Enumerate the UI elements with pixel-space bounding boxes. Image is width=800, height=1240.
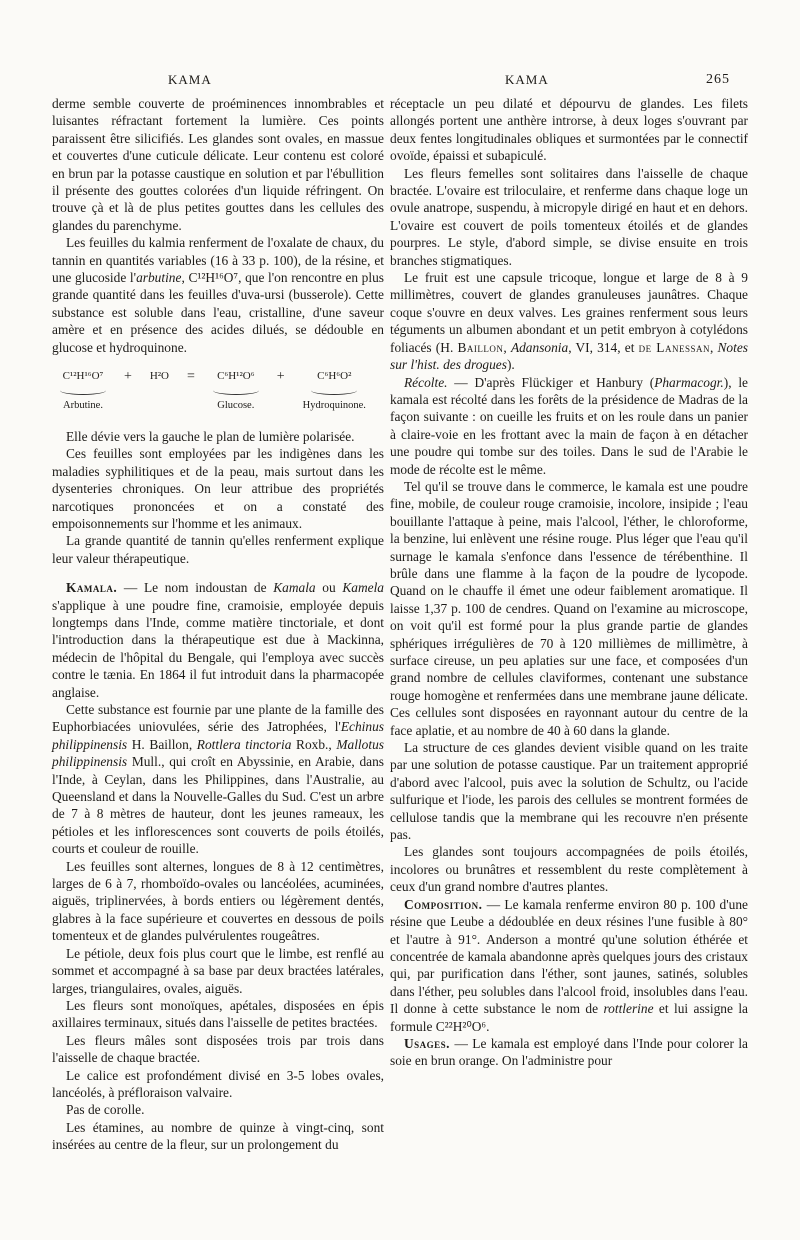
- paragraph: Les fleurs femelles sont solitaires dans l'aisselle de chaque bractée. L'ovaire est triloculaire, et renferme dans chaque loge un ovule anatrope, suspendu, à micropyle dirigé en haut et en dehors. L'ovaire est couvert de poils tomenteux étoilés et de glandes pourpres. Le style, d'abord simple, se divise ensuite en trois branches stigmatiques.: [390, 165, 748, 268]
- paragraph: Les glandes sont toujours accompagnées de poils étoilés, incolores ou brunâtres et ressemblent du reste complètement à ceux d'un grand nombre d'autres plantes.: [390, 844, 748, 895]
- paragraph: derme semble couverte de proéminences innombrables et luisantes réfractant fortement la lumière. Ces points paraissent être silicifiés. Les glandes sont ovales, en massue et couvertes d'une cuticule délicate. Leur contenu est coloré en brun par la potasse caustique en solution et par l'ébullition il présente des gouttes colorées d'un liquide réfringent. On trouve çà et là de plus petites gouttes dans les cellules des glandes du parenchyme.: [52, 96, 384, 233]
- formula-term: C¹²H¹⁶O⁷ Arbutine.: [60, 368, 106, 414]
- paragraph: Tel qu'il se trouve dans le commerce, le kamala est une poudre fine, mobile, de couleur rouge cramoisie, incolore, insipide ; l'eau bouillante l'attaque à peine, mais l'alcool, l'éther, le chloroforme, la benzine, lui enlèvent une résine rouge. Plus léger que l'eau qu'il surnage le kamala s'enfonce dans l'essence de térébenthine. Il brûle dans une flamme à la façon de la poudre de lycopode. Quand on le chauffe il émet une odeur faiblement aromatique. Il laisse 1,37 p. 100 de cendres. Quand on l'examine au microscope, on voit qu'il est formé pour la plus grande partie de glandes sphériques irrégulières de 70 à 120 millièmes de millimètre, à surface cireuse, un peu aplaties sur une face, et composées d'un grand nombre de cellules claviformes, contenant une substance rouge homogène et renfermées dans une membrane jaune délicate. Ces cellules sont disposées en rayonnant autour du centre de la face aplatie, et au nombre de 40 à 60 dans la glande.: [390, 478, 748, 738]
- chemical-equation: C¹²H¹⁶O⁷ Arbutine. + H²O = C⁶H¹²O⁶ Glucose. + C⁶H⁶O² Hydroquinone.: [60, 368, 366, 414]
- subsection-heading: Récolte.: [404, 374, 448, 390]
- left-column: [52, 95, 384, 1154]
- paragraph: Les feuilles du kalmia renferment de l'oxalate de chaux, du tannin en quantités variables (16 à 33 p. 100), de la résine, et une glucoside l'arbutine, C¹²H¹⁶O⁷, que l'on rencontre en plus grande quantité dans les feuilles d'uva-ursi (busserole). Cette substance est soluble dans l'eau, cristalline, d'une saveur amère et en présence des acides dilués, se dédouble en glucose et hydroquinone.: [52, 235, 384, 355]
- formula-term: C⁶H¹²O⁶ Glucose.: [213, 368, 259, 414]
- paragraph: La grande quantité de tannin qu'elles renferment explique leur valeur thérapeutique.: [52, 533, 384, 566]
- paragraph: Pas de corolle.: [66, 1102, 145, 1118]
- section-heading: Composition.: [404, 896, 483, 912]
- paragraph: Cette substance est fournie par une plante de la famille des Euphorbiacées uniovulées, série des Jatrophées, l'Echinus philippinensis H. Baillon, Rottlera tinctoria Roxb., Mallotus philippinensis Mull., qui croît en Abyssinie, en Arabie, dans l'Inde, à Ceylan, dans les Philippines, dans l'Australie, au Queensland et dans la Nouvelle-Galles du Sud. C'est un arbre de 7 à 8 mètres de hauteur, dont les jeunes rameaux, les pétioles et les inflorescences sont couverts de poils étoilés, courts et couleur de rouille.: [52, 702, 384, 857]
- paragraph: réceptacle un peu dilaté et dépourvu de glandes. Les filets allongés portent une anthère introrse, à deux loges s'ouvrant par deux fentes longitudinales obliques et surmontées par le connectif ovoïde, épaissi et subapiculé.: [390, 96, 748, 164]
- paragraph: Le pétiole, deux fois plus court que le limbe, est renflé au sommet et accompagné à sa base par deux bractées latérales, larges, triangulaires, ovales, aiguës.: [52, 945, 384, 996]
- paragraph: Récolte. — D'après Flückiger et Hanbury (Pharmacogr.), le kamala est récolté dans les forêts de la présidence de Madras de la façon suivante : on cueille les fruits et on les roule dans un panier à claire-voie en les frottant avec la main de façon à en détacher une poudre qui tombe sur des toiles. Dans le sud de l'Arabie le mode de récolte est le même.: [390, 374, 748, 477]
- section-kamala: Kamala. — Le nom indoustan de Kamala ou Kamela s'applique à une poudre fine, cramoisie, employée depuis longtemps dans l'Inde, comme matière tinctoriale, et dont l'introduction dans la thérapeutique est due à Mackinna, médecin de l'hôpital du Bengale, qui l'employa avec succès contre le tænia. En 1864 il fut introduit dans la pharmacopée anglaise.: [52, 580, 384, 700]
- paragraph: Les fleurs mâles sont disposées trois par trois dans l'aisselle de chaque bractée.: [52, 1032, 384, 1066]
- section-usages: Usages. — Le kamala est employé dans l'Inde pour colorer la soie en brun orange. On l'administre pour: [390, 1035, 748, 1069]
- formula-term: C⁶H⁶O² Hydroquinone.: [302, 370, 366, 411]
- paragraph: Les feuilles sont alternes, longues de 8 à 12 centimètres, larges de 6 à 7, rhomboïdo-ovales ou lancéolées, acuminées, aiguës, triplinervées, à bords entiers ou légèrement dentés, glabres à la face supérieure et couvertes en dessous de poils tomenteux et de glandes pulvérulentes rougeâtres.: [52, 858, 384, 944]
- right-column: [390, 95, 748, 1070]
- paragraph: Ces feuilles sont employées par les indigènes dans les maladies syphilitiques et de la peau, mais surtout dans les dysenteries chroniques. On leur attribue des propriétés narcotiques prononcées et on a constaté des empoisonnements sur l'homme et les animaux.: [52, 446, 384, 531]
- paragraph: Elle dévie vers la gauche le plan de lumière polarisée.: [66, 428, 355, 444]
- paragraph: Le fruit est une capsule tricoque, longue et large de 8 à 9 millimètres, couvert de glandes granuleuses jaunâtres. Chaque coque s'ouvre en deux valves. Les graines renferment sous leurs téguments un albumen abondant et un petit embryon à cotylédons foliacés (H. Baillon, Adansonia, VI, 314, et de Lanessan, Notes sur l'hist. des drogues).: [390, 270, 749, 373]
- page-number: 265: [706, 72, 730, 87]
- running-head-left: KAMA: [168, 72, 212, 87]
- section-heading: Usages.: [404, 1035, 451, 1051]
- section-composition: Composition. — Le kamala renferme environ 80 p. 100 d'une résine que Leube a dédoublée en deux résines l'une fusible à 80° et l'autre à 91°. Anderson a montré qu'une solution éthérée et concentrée de kamala abandonne après quelques jours des cristaux qui, par purification dans l'éther, sont jaunes, satinés, solubles dans l'éther, peu solubles dans l'alcool froid, insolubles dans l'eau. Il donne à cette substance le nom de rottlerine et lui assigne la formule C²²H²⁰O⁶.: [390, 896, 748, 1034]
- formula-term: H²O: [149, 370, 169, 383]
- section-heading: Kamala.: [66, 580, 118, 596]
- paragraph: Les fleurs sont monoïques, apétales, disposées en épis axillaires terminaux, situés dans l'aisselle de petites bractées.: [52, 997, 384, 1031]
- paragraph: Les étamines, au nombre de quinze à vingt-cinq, sont insérées au centre de la fleur, sur un prolongement du: [52, 1119, 384, 1153]
- paragraph: La structure de ces glandes devient visible quand on les traite par une solution de potasse caustique. Par un traitement approprié d'abord avec l'alcool, puis avec la solution de Schultz, ou l'acide sulfurique et l'iode, les parois des cellules se montrent formées de cellulose tandis que la membrane qui les recouvre n'en présente pas.: [390, 740, 748, 843]
- paragraph: Le calice est profondément divisé en 3-5 lobes ovales, lancéolés, à préfloraison valvaire.: [52, 1067, 384, 1100]
- running-head-center: KAMA: [505, 72, 549, 87]
